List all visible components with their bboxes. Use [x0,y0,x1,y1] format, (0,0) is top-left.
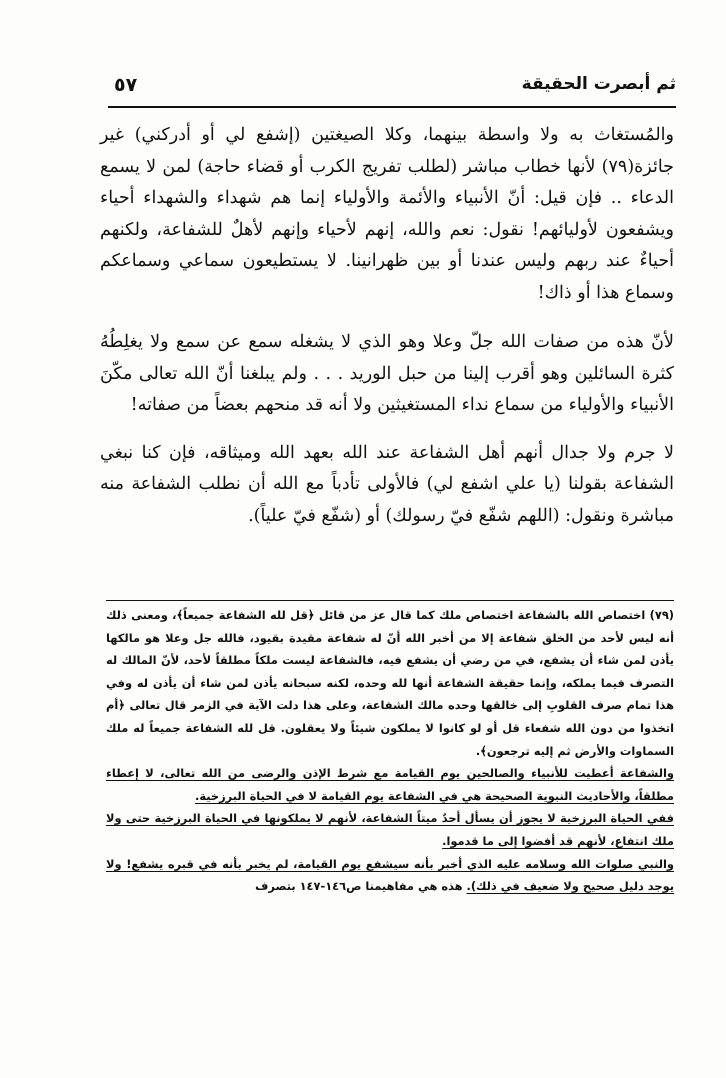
main-text [100,120,674,548]
footnote-note-text: والشفاعة أعطيت للأنبياء والصالحين يوم القيامة مع شرط الإذن والرضى من الله تعالى، لا إعطاء مطلقاً، والأحاديث النبوية الصحيحة هي في الشفاعة يوم القيامة لا في الحياة البرزخية. [106,766,674,803]
page-number: ٥٧ [114,74,138,96]
page-header [108,72,676,108]
footnote-note-text: والنبي صلوات الله وسلامه عليه الذي أخبر بأنه سيشفع يوم القيامة، لم يخبر بأنه في قبره يشفع! ولا يوجد دليل صحيح ولا ضعيف في ذلك). [106,856,674,894]
footnote [106,604,674,898]
footnote-number: (٧٩) [649,608,674,622]
paragraph: لا جرم ولا جدال أنهم أهل الشفاعة عند الله بعهد الله وميثاقه، فإن كنا نبغي الشفاعة بقولنا (يا علي اشفع لي) فالأولى تأدباً مع الله أن نطلب الشفاعة منه مباشرة ونقول: (اللهم شفّع فيّ رسولك) أو (شفّع فيّ علياً). [100,442,674,526]
footnote-main [106,604,674,762]
footnote-divider [106,600,674,601]
footnote-text: اختصاص الله بالشفاعة اختصاص ملك كما قال عز من قائل ﴿قل لله الشفاعة جميعاً﴾، ومعنى ذلك أنه ليس لأحد من الخلق شفاعة إلا من أخبر الله أنّ له شفاعة مقيدة بقيود، فالله جل وعلا هو مالكها يأذن لمن شاء أن يشفع، في من رضي أن يشفع فيه، فالشفاعة ليست ملكاً مطلقاً لأحد، لأنّ المالك له التصرف فيما يملكه، وإنما حقيقة الشفاعة أنها لله وحده، لكنه سبحانه يأذن لمن شاء أن يأذن له وفي هذا تمام صرف القلوبِ إلى خالقها وحده مالك الشفاعة، وعلى هذا دلت الآية في الزمر قال تعالى ﴿أم اتخذوا من دون الله شفعاء قل أو لو كانوا لا يملكون شيئاً ولا يعقلون. قل لله الشفاعة جميعاً له ملك السماوات والأرض ثم إليه ترجعون﴾. [106,608,674,758]
footnote-note-text: ففي الحياة البرزخية لا يجوز أن يسأل أحدٌ ميتاً الشفاعة، لأنهم لا يملكونها في الحياة البرزخية حتى ولا ملك انتفاع، لأنهم قد أفضوا إلى ما قدموا. [106,811,674,848]
footnote-note [106,762,674,807]
footnote-note [106,853,674,898]
footnote-note [106,807,674,852]
running-title: ثم أبصرت الحقيقة [521,74,676,94]
paragraph: والمُستغاث به ولا واسطة بينهما، وكلا الصيغتين (إشفع لي أو أدركني) غير جائزة(٧٩) لأنها خطاب مباشر (لطلب تفريج الكرب أو قضاء حاجة) لمن لا يسمع الدعاء .. فإن قيل: أنّ الأنبياء والأئمة والأولياء إنما هم شهداء والشهداء أحياء ويشفعون لأوليائهم! نقول: نعم والله، إنهم لأحياء وإنهم لأهلٌ للشفاعة، ولكنهم أحياءٌ عند ربهم وليس عندنا أو بين ظهرانينا. لا يستطيعون سماعي وسماعكم وسماع هذا أو ذاك! [100,125,674,303]
footnote-reference: هذه هي مفاهيمنا ص١٤٦-١٤٧ بتصرف [255,879,463,894]
paragraph: لأنّ هذه من صفات الله جلّ وعلا وهو الذي لا يشغله سمع عن سمع ولا يغلِطُهُ كثرة السائلين وهو أقرب إلينا من حبل الوريد . . . ولم يبلغنا أنّ الله تعالى مكّنَ الأنبياء والأولياء من سماع نداء المستغيثين ولا أنه قد منحهم بعضاً من صفاته! [100,332,674,415]
